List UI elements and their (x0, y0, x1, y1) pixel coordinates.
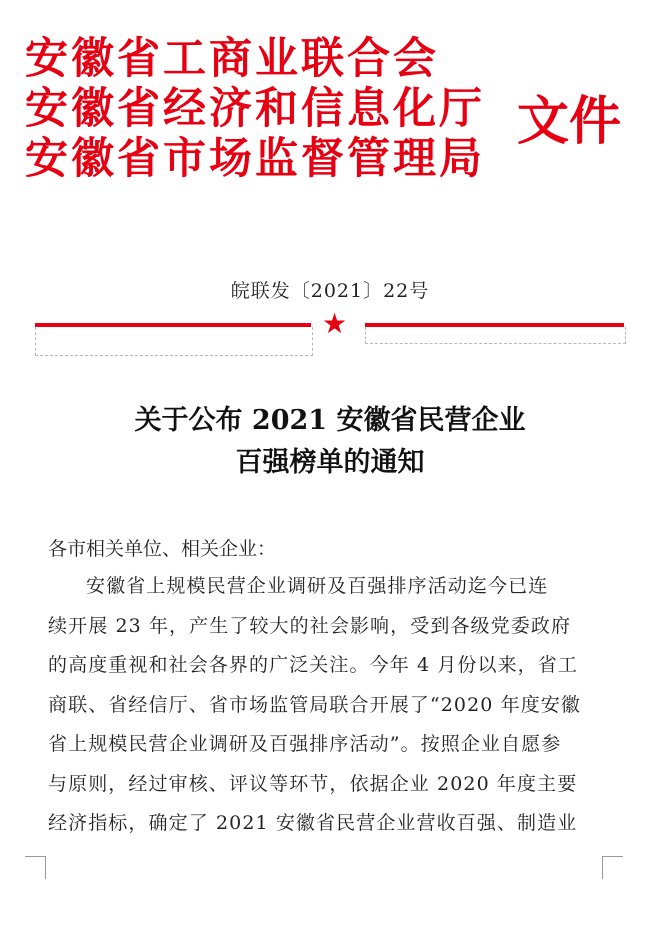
issuer-block (25, 35, 525, 185)
body-line: 经济指标，确定了 2021 安徽省民营企业营收百强、制造业 (48, 812, 578, 834)
document-number: 皖联发〔2021〕22号 (230, 280, 430, 302)
body-line: 的高度重视和社会各界的广泛关注。今年 4 月份以来，省工 (48, 654, 578, 676)
star-icon: ★ (322, 307, 348, 340)
document-suffix: 文件 (517, 91, 622, 152)
body-paragraph (48, 567, 608, 844)
notice-title-line-2: 百强榜单的通知 (235, 447, 425, 478)
text-box-outline-left (35, 327, 313, 356)
body-line: 安徽省上规模民营企业调研及百强排序活动迄今已连 (86, 575, 549, 597)
page-corner-mark-left (25, 856, 46, 879)
issuer-line-1: 安徽省工商业联合会 (25, 34, 439, 84)
salutation: 各市相关单位、相关企业： (48, 538, 277, 560)
body-line: 省上规模民营企业调研及百强排序活动”。按照企业自愿参 (48, 733, 562, 755)
issuer-line-2: 安徽省经济和信息化厅 (25, 84, 485, 134)
issuer-line-3: 安徽省市场监督管理局 (25, 134, 485, 184)
body-line: 续开展 23 年，产生了较大的社会影响，受到各级党委政府 (48, 614, 572, 637)
text-box-outline-right (365, 327, 626, 344)
page-corner-mark-right (602, 856, 623, 879)
body-line: 商联、省经信厅、省市场监管局联合开展了“2020 年度安徽 (48, 693, 582, 716)
notice-title-line-1: 关于公布 2021 安徽省民营企业 (134, 405, 526, 436)
body-line: 与原则，经过审核、评议等环节，依据企业 2020 年度主要 (48, 772, 578, 795)
